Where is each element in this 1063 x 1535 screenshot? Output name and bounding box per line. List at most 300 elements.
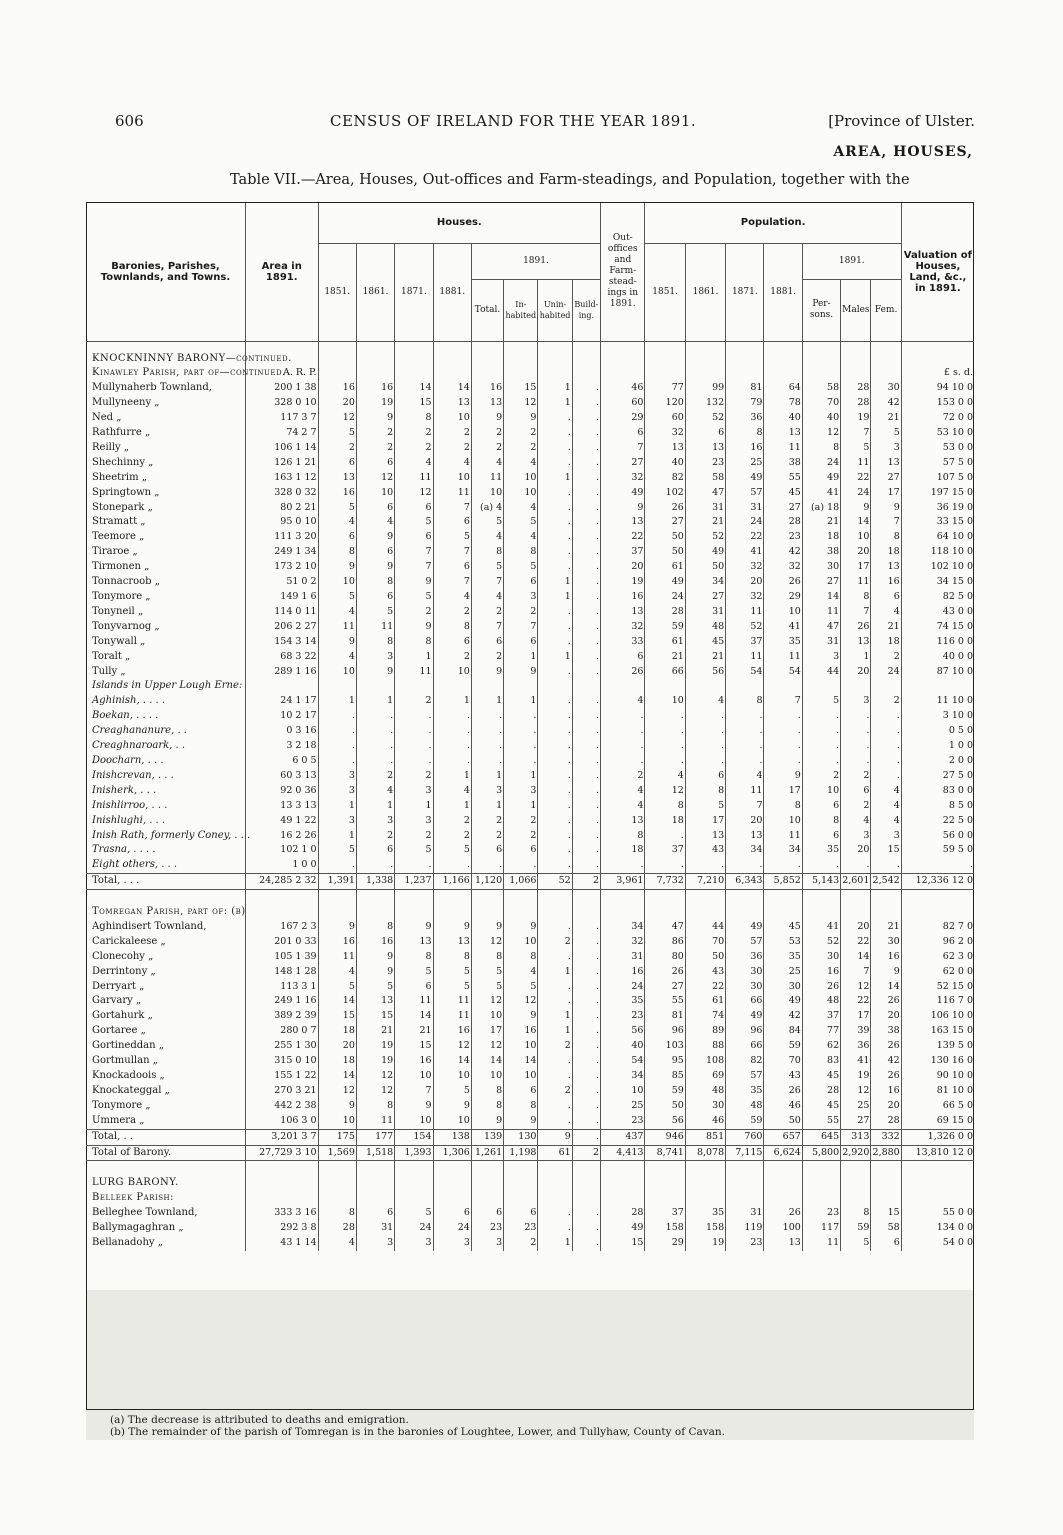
row-cell: 1,393 [395,1145,433,1161]
row-cell: 42 [764,545,802,560]
row-cell: 6 [504,1084,538,1099]
table-row [86,545,974,560]
row-cell [802,1161,840,1176]
row-cell: 9 [318,1099,356,1114]
row-cell: 3 [395,784,433,799]
row-cell: 177 [356,1129,394,1145]
row-cell: 1,120 [471,874,503,890]
row-cell: 38 [871,1024,901,1039]
row-cell: . [504,858,538,873]
row-cell: 28 [841,381,871,396]
row-cell: . [538,694,572,709]
col-h1891: 1891. [471,243,600,279]
row-cell: . [318,739,356,754]
row-cell: 8 [471,545,503,560]
row-area: 114 0 11 [245,605,318,620]
row-cell: 2 [601,769,645,784]
row-cell [726,679,764,694]
table-row [86,1114,974,1129]
row-cell: 3 [471,1236,503,1251]
row-cell: 46 [764,1099,802,1114]
row-area [245,1161,318,1176]
row-cell: . [433,858,471,873]
row-name: Gortineddan „ [92,1040,164,1052]
row-cell: 9 [395,620,433,635]
row-cell [433,890,471,905]
row-cell [433,366,471,381]
row-cell: 103 [645,1039,685,1054]
row-name: Gortahurk „ [92,1010,153,1022]
row-cell: . [538,814,572,829]
row-cell: 31 [356,1221,394,1236]
row-cell: 20 [841,843,871,858]
row-cell: 5 [318,843,356,858]
row-cell: 2 [504,1236,538,1251]
row-cell: 4 [871,605,901,620]
table-row [86,605,974,620]
row-cell: 8,078 [685,1145,725,1161]
row-name: Tonywall „ [92,635,146,647]
row-cell: 20 [871,1009,901,1024]
row-cell: 5 [318,426,356,441]
row-cell: 657 [764,1129,802,1145]
row-area: 113 3 1 [245,980,318,995]
row-cell: 16 [356,935,394,950]
row-cell: 5 [685,799,725,814]
row-cell: 8,741 [645,1145,685,1161]
row-cell: 30 [726,980,764,995]
row-cell: 1 [471,799,503,814]
row-cell: 49 [726,1009,764,1024]
row-cell: 20 [318,1039,356,1054]
row-cell: 6 [318,530,356,545]
row-area: 206 2 27 [245,620,318,635]
row-cell: 30 [685,1099,725,1114]
row-cell: . [841,858,871,873]
row-cell: 1,306 [433,1145,471,1161]
row-cell: . [572,1114,600,1129]
row-cell [395,1176,433,1191]
row-cell: . [764,739,802,754]
row-cell: 13 [433,935,471,950]
row-valuation: 66 5 0 [901,1099,974,1114]
row-area: 24,285 2 32 [245,874,318,890]
row-cell: . [538,426,572,441]
row-cell: 26 [645,501,685,516]
row-cell: . [538,1054,572,1069]
row-cell: 45 [802,1069,840,1084]
row-cell [395,1191,433,1206]
row-cell: . [318,858,356,873]
row-cell: 3 [471,784,503,799]
row-valuation: 94 10 0 [901,381,974,396]
row-cell: 1 [538,965,572,980]
row-cell: 6 [433,515,471,530]
row-cell: 6 [395,980,433,995]
row-cell [433,905,471,920]
row-cell [802,890,840,905]
row-cell: 49 [802,471,840,486]
row-cell: 8 [841,1206,871,1221]
row-cell: 2 [356,426,394,441]
row-name [86,1161,245,1176]
row-cell: 54 [601,1054,645,1069]
row-cell [685,890,725,905]
row-cell: 2 [433,441,471,456]
row-cell [572,366,600,381]
row-cell: 59 [645,1084,685,1099]
row-cell: 3,961 [601,874,645,890]
row-cell [726,366,764,381]
row-name: Tonyvarnog „ [92,620,160,632]
row-cell: 99 [685,381,725,396]
row-cell: 12 [471,935,503,950]
row-cell: 12 [318,1084,356,1099]
row-cell: 36 [841,1039,871,1054]
row-cell: 32 [764,560,802,575]
row-cell: 77 [802,1024,840,1039]
row-cell: 10 [433,665,471,680]
row-cell: 18 [318,1054,356,1069]
row-area: 43 1 14 [245,1236,318,1251]
row-cell: 16 [726,441,764,456]
row-cell: 10 [471,1069,503,1084]
row-cell: 28 [764,515,802,530]
row-cell: 23 [726,1236,764,1251]
table-row [86,965,974,980]
row-cell: 5 [395,515,433,530]
row-cell: 3 [841,829,871,844]
row-cell: . [504,724,538,739]
row-cell [841,679,871,694]
row-cell [356,679,394,694]
row-cell: 89 [685,1024,725,1039]
col-males: Males [841,279,871,341]
row-name: Tonnacroob „ [92,576,160,588]
row-cell: 28 [645,605,685,620]
row-cell: 6 [504,635,538,650]
row-cell: 82 [645,471,685,486]
row-cell: 4 [871,784,901,799]
row-cell: . [572,381,600,396]
row-cell: 7 [471,575,503,590]
total-row [86,874,974,890]
row-cell: 6 [356,501,394,516]
row-name: Tiraroe „ [92,546,138,558]
row-cell: . [802,724,840,739]
row-cell: 37 [802,1009,840,1024]
row-cell: 12 [471,994,503,1009]
row-cell: 31 [726,1206,764,1221]
row-cell: 7 [871,515,901,530]
row-cell: 19 [841,1069,871,1084]
row-cell: . [572,426,600,441]
table-row [86,501,974,516]
row-cell: 102 [645,486,685,501]
row-cell: 45 [764,486,802,501]
row-cell: 1 [356,694,394,709]
row-valuation: 81 10 0 [901,1084,974,1099]
row-cell: 7 [433,575,471,590]
row-area: 149 1 6 [245,590,318,605]
row-cell: . [538,665,572,680]
row-cell: 5 [356,980,394,995]
row-name: Boekan, . . . . [92,710,159,722]
row-cell: . [572,694,600,709]
row-cell: . [538,486,572,501]
row-cell: . [538,829,572,844]
row-cell: . [538,769,572,784]
row-cell: . [572,935,600,950]
row-cell: 20 [601,560,645,575]
row-area: 148 1 28 [245,965,318,980]
row-cell: 1 [841,650,871,665]
row-cell: 4 [645,769,685,784]
row-name: Tomregan Parish, part of: (b) [92,906,246,918]
row-cell: . [538,843,572,858]
row-cell: 5 [318,590,356,605]
row-cell: 18 [871,545,901,560]
row-cell [433,352,471,367]
row-cell: 44 [685,920,725,935]
row-cell [356,366,394,381]
table-body [86,341,974,1251]
row-cell: . [538,411,572,426]
row-cell: 10 [802,784,840,799]
table-row [86,1206,974,1221]
row-area: 292 3 8 [245,1221,318,1236]
row-cell: 8 [471,1099,503,1114]
row-cell: . [572,1236,600,1251]
row-cell: . [601,709,645,724]
row-cell: . [871,739,901,754]
row-cell: . [538,545,572,560]
row-cell [538,1176,572,1191]
row-cell: 27 [802,575,840,590]
row-cell: 28 [601,1206,645,1221]
row-cell: 27 [601,456,645,471]
row-cell: 17 [471,1024,503,1039]
row-cell: 2 [471,441,503,456]
row-cell: 18 [802,530,840,545]
row-cell: 2 [433,426,471,441]
table-row [86,679,974,694]
row-cell: 31 [685,605,725,620]
row-cell: 5,143 [802,874,840,890]
row-cell: 9 [471,411,503,426]
row-cell [356,1176,394,1191]
row-name: Inisherk, . . . [92,784,157,796]
row-cell: 10 [504,486,538,501]
row-cell: 3 [318,769,356,784]
row-cell: 27 [841,1114,871,1129]
row-area: 289 1 16 [245,665,318,680]
row-cell: 35 [764,950,802,965]
row-cell: 32 [601,935,645,950]
row-cell: 56 [601,1024,645,1039]
row-area: 117 3 7 [245,411,318,426]
row-cell: . [433,739,471,754]
row-cell: 175 [318,1129,356,1145]
row-cell: 32 [726,560,764,575]
row-cell: 8 [433,620,471,635]
row-cell: 5 [504,980,538,995]
section-row [86,905,974,920]
table-row [86,381,974,396]
row-cell: 1 [471,769,503,784]
row-cell [538,890,572,905]
row-cell: 4 [318,515,356,530]
row-cell: 10 [764,814,802,829]
row-cell: 4 [841,814,871,829]
row-cell: 4 [433,590,471,605]
row-cell [871,1161,901,1176]
row-cell: 3 [871,829,901,844]
row-cell: 10 [395,1069,433,1084]
row-cell: 9 [356,665,394,680]
row-cell: 43 [764,1069,802,1084]
row-cell: 3 [318,814,356,829]
row-valuation: 56 0 0 [901,829,974,844]
row-name: Mullyneeny „ [92,397,160,409]
row-cell: 11 [356,620,394,635]
table-row [86,1099,974,1114]
row-cell: 12 [841,980,871,995]
row-cell [841,905,871,920]
row-valuation: 107 5 0 [901,471,974,486]
row-cell: 30 [802,950,840,965]
row-cell: 9 [433,920,471,935]
row-cell: 2 [433,605,471,620]
table-row [86,814,974,829]
row-cell [764,890,802,905]
row-cell: 13 [601,814,645,829]
row-cell [764,679,802,694]
row-cell: 14 [841,950,871,965]
table-row [86,560,974,575]
row-cell: 10 [601,1084,645,1099]
row-cell: . [841,724,871,739]
row-cell: 13 [601,515,645,530]
row-cell: 33 [601,635,645,650]
row-cell: . [504,739,538,754]
row-cell: . [726,858,764,873]
row-cell: 1 [318,829,356,844]
row-cell: 10 [318,575,356,590]
row-cell: 5 [433,980,471,995]
row-cell [726,1161,764,1176]
row-cell [601,1161,645,1176]
row-cell: 18 [318,1024,356,1039]
row-cell: 1 [433,799,471,814]
row-cell: . [538,530,572,545]
col-outoffices-header: Out-offices and Farm-stead-ings in 1891. [601,203,645,341]
row-cell: . [538,724,572,739]
row-cell: 5,852 [764,874,802,890]
row-cell: 58 [685,471,725,486]
row-cell: . [538,994,572,1009]
row-cell: 7 [433,545,471,560]
row-area: 1 0 0 [245,858,318,873]
row-cell: 2 [802,769,840,784]
row-valuation: 106 10 0 [901,1009,974,1024]
row-cell: 5 [471,965,503,980]
row-cell: 80 [645,950,685,965]
row-cell: 8 [356,920,394,935]
row-name: KNOCKNINNY BARONY—continued. [92,352,292,364]
row-cell: 6,624 [764,1145,802,1161]
row-valuation: 27 5 0 [901,769,974,784]
row-cell [572,679,600,694]
row-cell: 16 [601,590,645,605]
table-row [86,635,974,650]
section-row [86,1191,974,1206]
row-cell: 42 [871,1054,901,1069]
row-cell: 1,237 [395,874,433,890]
row-name: Aghindisert Townland, [92,920,207,932]
row-valuation: 57 5 0 [901,456,974,471]
row-cell: 851 [685,1129,725,1145]
row-cell: . [871,709,901,724]
row-cell: . [572,456,600,471]
row-cell: 70 [802,396,840,411]
row-area: 333 3 16 [245,1206,318,1221]
row-cell: 1 [356,799,394,814]
row-cell: 1,391 [318,874,356,890]
row-cell: 16 [433,1024,471,1039]
row-cell: 18 [601,843,645,858]
row-name: Belleghee Townland, [92,1207,198,1219]
row-cell: . [572,575,600,590]
row-cell [471,1161,503,1176]
row-cell: 32 [726,590,764,605]
row-cell: . [645,709,685,724]
row-cell: . [871,724,901,739]
row-area: 74 2 7 [245,426,318,441]
row-cell: 47 [645,920,685,935]
row-cell: 154 [395,1129,433,1145]
row-cell: 23 [601,1009,645,1024]
row-cell: . [572,965,600,980]
row-cell: 35 [601,994,645,1009]
row-cell [685,1161,725,1176]
row-cell: 7,732 [645,874,685,890]
row-cell: 35 [685,1206,725,1221]
row-name: Garvary „ [92,995,142,1007]
row-cell: 9 [318,635,356,650]
row-valuation [901,1161,974,1176]
row-cell: . [572,754,600,769]
col-p1881: 1881. [764,243,802,341]
row-cell: . [841,739,871,754]
row-cell: 83 [802,1054,840,1069]
row-cell: . [601,858,645,873]
row-name: Ummera „ [92,1114,145,1126]
row-valuation: 96 2 0 [901,935,974,950]
row-cell: 61 [645,560,685,575]
row-cell: 3 [841,694,871,709]
row-cell: 6 [685,769,725,784]
row-cell: 332 [871,1129,901,1145]
row-cell: 62 [802,1039,840,1054]
row-area: 106 1 14 [245,441,318,456]
row-cell: 43 [685,965,725,980]
row-cell: 60 [601,396,645,411]
row-valuation: 22 5 0 [901,814,974,829]
row-cell: 6 [356,843,394,858]
row-cell: 2 [395,769,433,784]
row-name [86,890,245,905]
